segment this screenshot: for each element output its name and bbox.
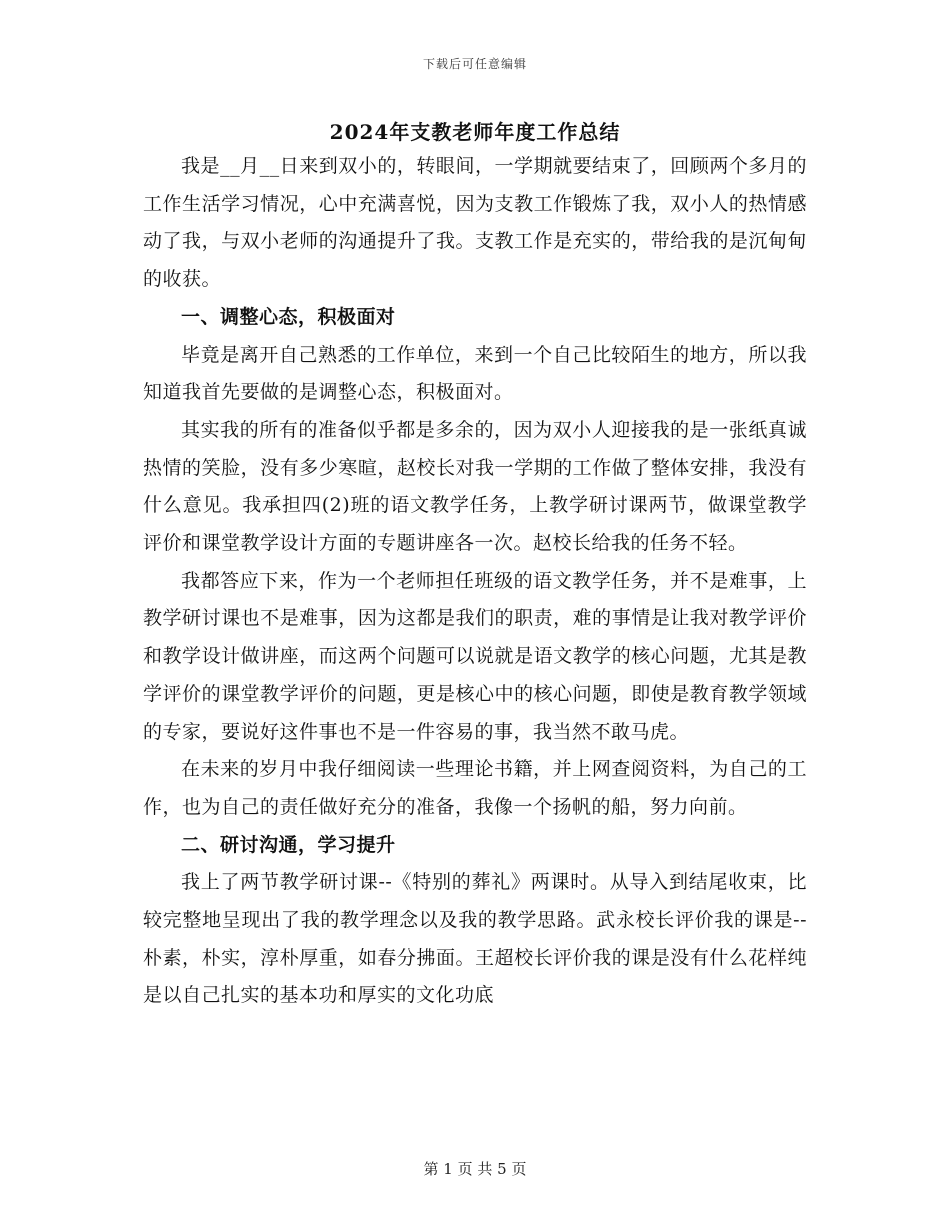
paragraph-intro: 我是__月__日来到双小的，转眼间，一学期就要结束了，回顾两个多月的工作生活学习情况，心中充满喜悦，因为支教工作锻炼了我，双小人的热情感动了我，与双小老师的沟通提升了我。支教工作是充实的，带给我的是沉甸甸的收获。 [143, 155, 807, 291]
paragraph: 我都答应下来，作为一个老师担任班级的语文教学任务，并不是难事，上教学研讨课也不是难事，因为这都是我们的职责，难的事情是让我对教学评价和教学设计做讲座，而这两个问题可以说就是语文教学的核心问题，尤其是教学评价的课堂教学评价的问题，更是核心中的核心问题，即使是教育教学领域的专家，要说好这件事也不是一件容易的事，我当然不敢马虎。 [143, 569, 807, 743]
paragraph: 其实我的所有的准备似乎都是多余的，因为双小人迎接我的是一张纸真诚热情的笑脸，没有多少寒暄，赵校长对我一学期的工作做了整体安排，我没有什么意见。我承担四(2)班的语文教学任务，上教学研讨课两节，做课堂教学评价和课堂教学设计方面的专题讲座各一次。赵校长给我的任务不轻。 [143, 418, 807, 555]
paragraph: 在未来的岁月中我仔细阅读一些理论书籍，并上网查阅资料，为自己的工作，也为自己的责任做好充分的准备，我像一个扬帆的船，努力向前。 [143, 758, 807, 818]
section-heading-1: 一、调整心态，积极面对 [181, 305, 396, 328]
paragraph: 我上了两节教学研讨课--《特别的葬礼》两课时。从导入到结尾收束，比较完整地呈现出了我的教学理念以及我的教学思路。武永校长评价我的课是--朴素，朴实，淳朴厚重，如春分拂面。王超校长评价我的课是没有什么花样纯是以自己扎实的基本功和厚实的文化功底 [143, 871, 807, 1007]
header-note: 下载后可任意编辑 [422, 57, 527, 71]
page-number: 第 1 页 共 5 页 [423, 1160, 527, 1178]
section-heading-2: 二、研讨沟通，学习提升 [181, 833, 396, 856]
document-body [143, 148, 807, 1015]
document-title: 2024年支教老师年度工作总结 [329, 120, 621, 144]
paragraph: 毕竟是离开自己熟悉的工作单位，来到一个自己比较陌生的地方，所以我知道我首先要做的是调整心态，积极面对。 [143, 343, 807, 404]
